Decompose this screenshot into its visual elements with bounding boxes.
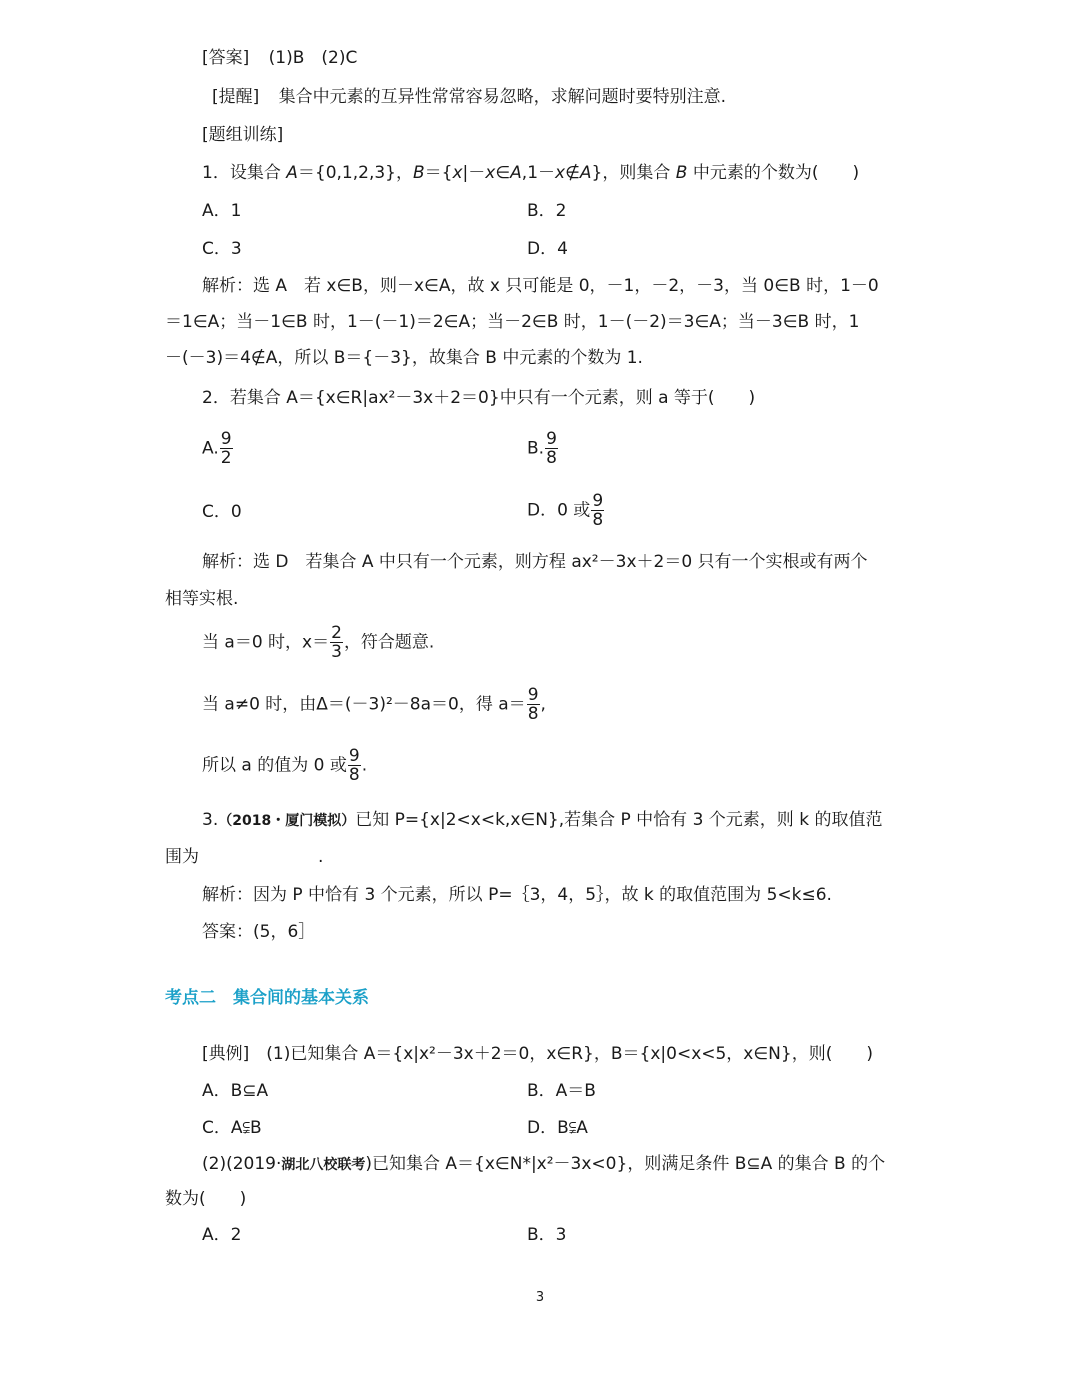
q1-option-d: D．4 — [527, 239, 568, 259]
answer-tag: [答案] — [202, 48, 250, 68]
q1-option-a: A．1 — [202, 201, 242, 221]
remind-text: 集合中元素的互异性常常容易忽略，求解问题时要特别注意. — [278, 87, 727, 107]
q1-stem: 1．设集合 A＝{0,1,2,3}，B＝{x|－x∈A,1－x∉A}，则集合 B 中元素的个数为( ) — [202, 163, 860, 183]
example-option-b: B．A＝B — [527, 1081, 596, 1101]
q1-option-c: C．3 — [202, 239, 242, 259]
example-option-d: D．B⫋A — [527, 1118, 588, 1138]
fraction: $\frac{9}{8}$ — [592, 491, 604, 530]
answer-line — [202, 46, 357, 70]
q2-case2: 当 a≠0 时，由Δ＝(－3)²－8a＝0，得 a＝ $\frac{9}{8}$ , — [202, 685, 546, 724]
q1-option-b: B．2 — [527, 201, 567, 221]
q1-solution-line1: 解析：选 A 若 x∈B，则－x∈A，故 x 只可能是 0，－1，－2，－3，当 0∈B 时，1－0 — [202, 276, 879, 296]
q2-option-d: D．0 或 $\frac{9}{8}$ — [527, 491, 604, 530]
q2-stem: 2．若集合 A＝{x∈R|ax²－3x＋2＝0}中只有一个元素，则 a 等于( ) — [202, 388, 756, 408]
fraction: $\frac{9}{8}$ — [527, 685, 539, 724]
example-line2: (2)(2019·湖北八校联考)已知集合 A＝{x∈N*|x²－3x<0}，则满足条件 B⊆A 的集合 B 的个 — [202, 1154, 886, 1174]
q2-option-a: A. $\frac{9}{2}$ — [202, 429, 232, 468]
example-option-a: A．B⊆A — [202, 1081, 269, 1101]
q2-option-c: C．0 — [202, 502, 242, 522]
q3-stem-line2: 围为 . — [165, 847, 324, 867]
fraction: $\frac{9}{8}$ — [546, 429, 557, 468]
remind-line — [212, 85, 726, 109]
q2-conclusion: 所以 a 的值为 0 或 $\frac{9}{8}$ . — [202, 746, 368, 785]
fraction: $\frac{9}{8}$ — [348, 746, 360, 785]
q3-solution: 解析：因为 P 中恰有 3 个元素，所以 P=｛3，4，5｝，故 k 的取值范围为 5<k≤6. — [202, 885, 832, 905]
page-number: 3 — [535, 1290, 545, 1305]
example-option-c: C．A⫋B — [202, 1118, 262, 1138]
example2-option-b: B．3 — [527, 1225, 567, 1245]
example2-option-a: A．2 — [202, 1225, 242, 1245]
q3-stem: 3.（2018・厦门模拟）已知 P={x|2<x<k,x∈N},若集合 P 中恰有 3 个元素，则 k 的取值范 — [202, 810, 883, 830]
q3-source: （2018・厦门模拟） — [218, 813, 356, 829]
q2-solution-line2: 相等实根. — [165, 589, 239, 609]
answer-text: (1)B (2)C — [268, 48, 358, 68]
q2-case1: 当 a＝0 时，x＝ $\frac{2}{3}$ ，符合题意. — [202, 623, 435, 662]
q3-answer: 答案：(5，6］ — [202, 922, 316, 942]
fraction: $\frac{2}{3}$ — [331, 623, 342, 662]
q1-solution-line3: －(－3)＝4∉A，所以 B＝{－3}，故集合 B 中元素的个数为 1. — [165, 348, 643, 368]
fraction: $\frac{9}{2}$ — [220, 429, 232, 468]
example-line1: [典例] (1)已知集合 A＝{x|x²－3x＋2＝0，x∈R}，B＝{x|0<x<5，x∈N}，则( ) — [202, 1044, 873, 1064]
example-line3: 数为( ) — [165, 1189, 247, 1209]
q1-solution-line2: ＝1∈A；当－1∈B 时，1－(－1)＝2∈A；当－2∈B 时，1－(－2)＝3∈A；当－3∈B 时，1 — [165, 312, 860, 332]
q2-solution-line1: 解析：选 D 若集合 A 中只有一个元素，则方程 ax²－3x＋2＝0 只有一个实根或有两个 — [202, 552, 868, 572]
example-source: 湖北八校联考 — [281, 1157, 366, 1173]
remind-tag: [提醒] — [212, 87, 260, 107]
q2-option-b: B. $\frac{9}{8}$ — [527, 429, 557, 468]
section-heading: 考点二 集合间的基本关系 — [165, 988, 369, 1008]
drill-tag: [题组训练] — [202, 125, 284, 145]
